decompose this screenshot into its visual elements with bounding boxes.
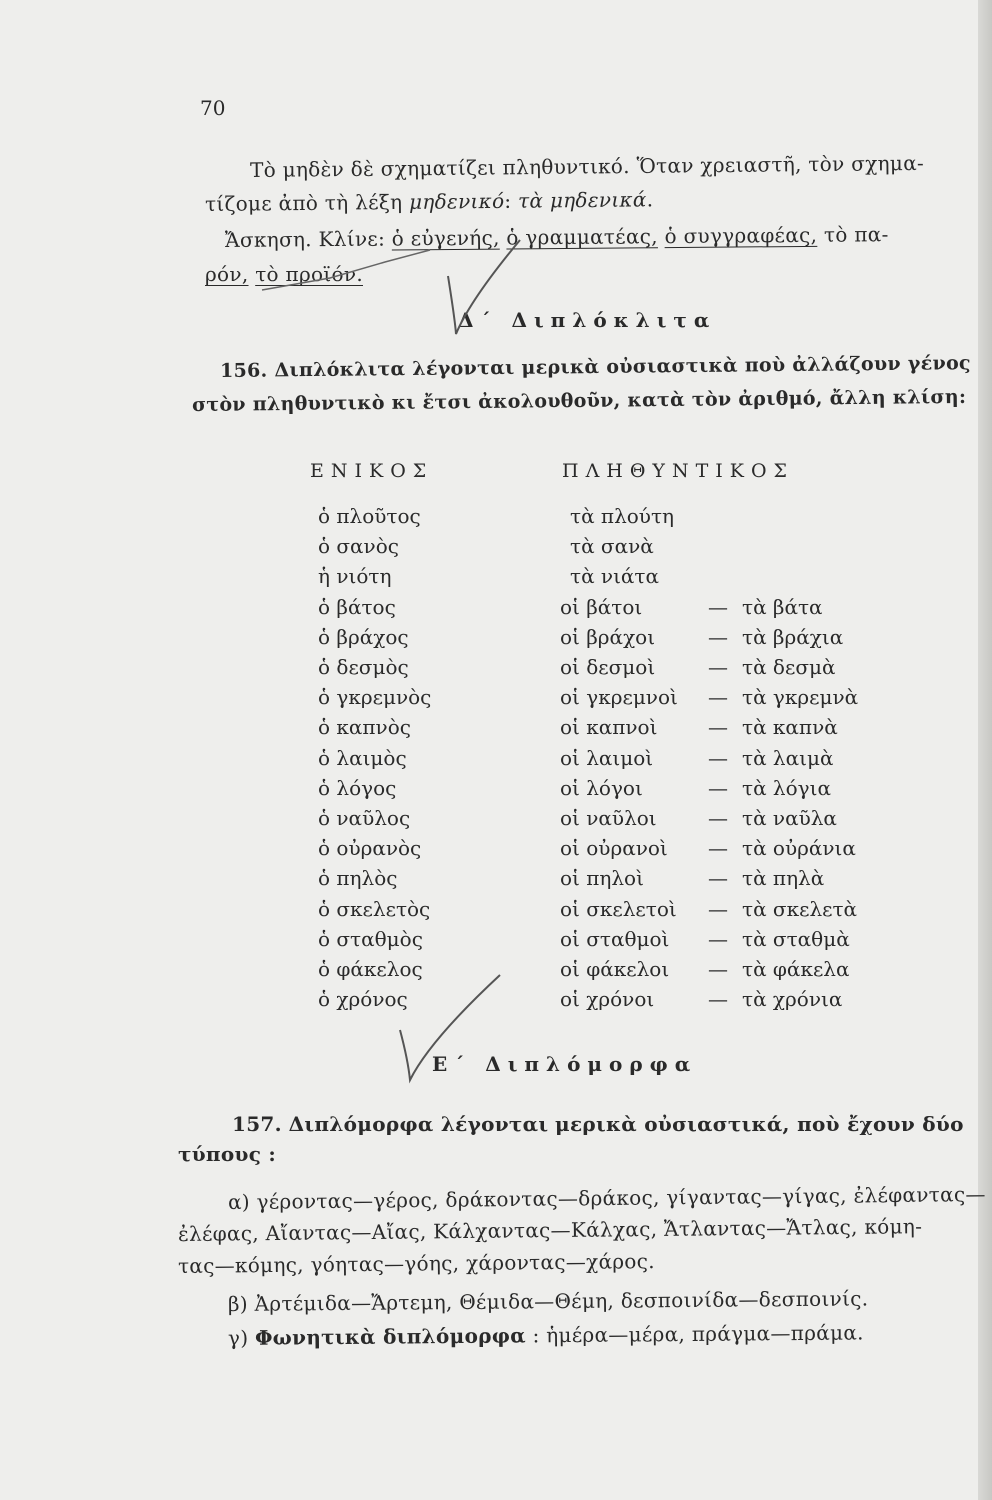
plural-alt-cell: τὰ γκρεμνὰ [742,685,859,710]
plural-cell: οἱ σταθμοὶ [560,926,670,951]
section-d-title: Δ΄ Διπλόκλιτα [458,308,717,332]
para-157-number: 157. [232,1112,282,1136]
plural-alt-cell: τὰ καπνὰ [742,715,838,740]
intro-text-a: τίζομε ἀπὸ τὴ λέξη [204,189,410,216]
dash-separator: — [708,775,728,800]
plural-cell: οἱ οὐρανοὶ [560,836,668,861]
section-e-title: Ε΄ Διπλόμορφα [432,1052,698,1076]
intro-line-2 [205,187,654,216]
plural-alt-cell: τὰ λαιμὰ [742,745,834,770]
plural-alt-cell: τὰ οὐράνια [742,836,856,861]
exercise-line-2 [205,262,363,286]
exercise-word-2: ὁ γραμματέας, [506,224,658,250]
item-c-rest: : ἡμέρα—μέρα, πράγμα—πράμα. [525,1320,864,1348]
singular-cell: ὁ βάτος [318,594,396,619]
plural-cell: οἱ χρόνοι [560,987,655,1012]
plural-cell: οἱ δεσμοὶ [560,655,656,679]
dash-separator: — [708,866,728,891]
item-a-line-2: ἐλέφας, Αἴαντας—Αἴας, Κάλχαντας—Κάλχας, Ἄτλαντας—Ἄτλας, κόμη- [177,1214,923,1246]
para-157-rest: μερικὰ οὐσιαστικά, ποὺ ἔχουν δύο [555,1112,964,1136]
exercise-word-5: ρόν, [205,262,249,286]
dash-separator: — [708,926,728,951]
exercise-label: Ἄσκηση. Κλίνε: [224,226,392,252]
singular-cell: ὁ λόγος [318,775,397,800]
plural-alt-cell: τὰ χρόνια [742,987,843,1012]
singular-cell: ἡ νιότη [318,564,392,589]
plural-cell: οἱ σκελετοὶ [560,896,677,921]
item-b-line: β) Ἀρτέμιδα—Ἄρτεμη, Θέμιδα—Θέμη, δεσποινίδα—δεσποινίς. [227,1286,869,1316]
dash-separator: — [708,715,728,740]
dash-separator: — [708,594,728,619]
plural-cell: οἱ βάτοι [560,594,643,619]
plural-alt-cell: τὰ φάκελα [742,957,850,981]
plural-alt-cell: τὰ λόγια [742,775,831,800]
dash-separator: — [708,745,728,770]
section-d-para-line-2: στὸν πληθυντικὸ κι ἔτσι ἀκολουθοῦν, κατὰ τὸν ἀριθμό, ἄλλη κλίση: [191,385,967,416]
plural-alt-cell: τὰ πηλὰ [742,866,825,891]
singular-cell: ὁ γκρεμνὸς [318,685,432,710]
plural-cell: οἱ ναῦλοι [560,806,657,830]
plural-alt-cell: τὰ ναῦλα [742,806,837,830]
singular-cell: ὁ οὐρανὸς [318,836,422,861]
singular-cell: ὁ λαιμὸς [318,745,407,770]
item-c-bold: Φωνητικὰ διπλόμορφα [254,1323,526,1350]
dash-separator: — [708,836,728,861]
dash-separator: — [708,987,728,1012]
plural-cell: οἱ λόγοι [560,775,643,800]
exercise-word-1: ὁ εὐγενής, [391,225,500,251]
page-number: 70 [200,96,226,120]
plural-cell: οἱ φάκελοι [560,957,670,981]
exercise-word-3: ὁ συγγραφέας, [664,222,818,249]
plural-alt-cell: τὰ βράχια [742,624,844,649]
singular-cell: ὁ χρόνος [318,987,408,1012]
intro-word-mideniko: μηδενικό [408,188,505,214]
item-c-label: γ) [227,1325,256,1350]
plural-cell: τὰ πλούτη [570,504,674,528]
page-edge [978,0,992,1500]
singular-cell: ὁ καπνὸς [318,715,411,740]
plural-alt-cell: τὰ βάτα [742,594,823,619]
singular-cell: ὁ σανὸς [318,534,399,559]
singular-cell: ὁ δεσμὸς [318,655,409,679]
exercise-line-1 [225,222,889,252]
singular-cell: ὁ ναῦλος [318,806,411,830]
section-e-para-line-1 [232,1112,964,1136]
exercise-word-4: τὸ πα- [823,222,889,247]
dash-separator: — [708,655,728,679]
column-header-plural: ΠΛΗΘΥΝΤΙΚΟΣ [562,460,794,482]
plural-alt-cell: τὰ δεσμὰ [742,655,836,679]
item-a-line-3: τας—κόμης, γόητας—γόης, χάροντας—χάρος. [177,1249,655,1278]
plural-cell: τὰ νιάτα [570,564,660,589]
singular-cell: ὁ σταθμὸς [318,926,423,951]
dash-separator: — [708,896,728,921]
item-c-line [228,1320,864,1350]
singular-cell: ὁ πηλὸς [318,866,398,891]
item-a-line-1: α) γέροντας—γέρος, δράκοντας—δράκος, γίγαντας—γίγας, ἐλέφαντας— [227,1182,986,1214]
dash-separator: — [708,685,728,710]
intro-line-1: Τὸ μηδὲν δὲ σχηματίζει πληθυντικό. Ὅταν χρειαστῆ, τὸν σχημα- [249,150,925,182]
plural-cell: οἱ λαιμοὶ [560,745,654,770]
plural-cell: οἱ γκρεμνοὶ [560,685,678,710]
singular-cell: ὁ πλοῦτος [318,504,421,528]
singular-cell: ὁ φάκελος [318,957,423,981]
intro-word-ta-midenika: τὰ μηδενικά [517,187,647,213]
plural-cell: οἱ βράχοι [560,624,656,649]
section-e-para-line-2: τύπους : [178,1142,277,1166]
dash-separator: — [708,957,728,981]
plural-alt-cell: τὰ σκελετὰ [742,896,858,921]
exercise-word-6: τὸ προϊόν. [255,262,363,286]
para-157-bold: Διπλόμορφα λέγονται [288,1112,549,1136]
plural-alt-cell: τὰ σταθμὰ [742,926,850,951]
plural-cell: οἱ πηλοὶ [560,866,644,891]
singular-cell: ὁ βράχος [318,624,409,649]
plural-cell: οἱ καπνοὶ [560,715,658,740]
singular-cell: ὁ σκελετὸς [318,896,431,921]
intro-colon: : [504,188,519,213]
plural-cell: τὰ σανὰ [570,534,654,559]
column-header-singular: ΕΝΙΚΟΣ [310,460,434,482]
intro-period: . [646,187,654,212]
dash-separator: — [708,624,728,649]
section-d-para-line-1: 156. Διπλόκλιτα λέγονται μερικὰ οὐσιαστικὰ ποὺ ἀλλάζουν γένος [219,352,971,382]
dash-separator: — [708,806,728,830]
